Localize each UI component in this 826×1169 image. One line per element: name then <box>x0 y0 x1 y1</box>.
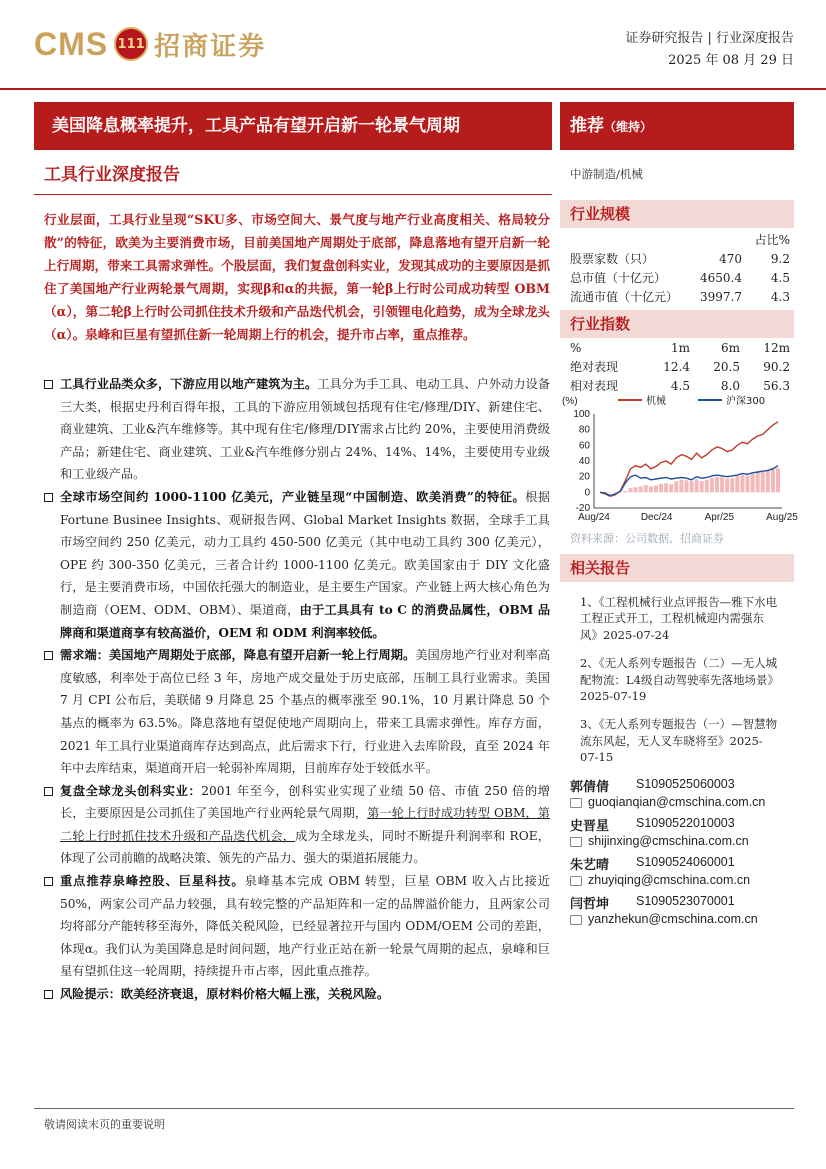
analyst <box>570 893 790 932</box>
key-point: 工具行业品类众多，下游应用以地产建筑为主。工具分为手工具、电动工具、户外动力设备三大类，根据史丹利百得年报，工具的下游应用领域包括现有住宅/修理/DIY、新建住宅、商业建筑、工业&汽车维修等。其中现有住宅/修理/DIY需求占比约 20%，主要使用消费级产品；新建住宅、商业建筑、工业&汽车维修分别占 24%、14%、14%，主要使用专业级和工业级产品。 <box>44 373 550 486</box>
rating-label: 推荐 <box>570 116 604 136</box>
key-point: 需求端：美国地产周期处于底部，降息有望开启新一轮上行周期。美国房地产行业对利率高度敏感，利率处于高位已经 3 年，房地产成交量处于历史底部，压制工具行业需求。美国 7 月 CPI 公布后，美联储 9 月降息 25 个基点的概率涨至 90.1%，10 月累计降息 50 个基点的概率为 63.5%。降息落地有望促使地产周期向上，带来工具需求弹性。库存方面，2021 年工具行业渠道商库存达到高点，此后需求下行，行业进入去库阶段，直至 2024 年年中去库结束，渠道商开启一轮弱补库周期，目前库存处于较低水平。 <box>44 644 550 780</box>
checkbox-bullet-icon <box>44 787 53 796</box>
excess-bar <box>684 480 688 492</box>
sector-label: 中游制造/机械 <box>570 167 643 181</box>
analyst-email[interactable]: shijinxing@cmschina.com.cn <box>588 834 749 848</box>
mail-icon <box>570 915 582 925</box>
logo-text-cn: 招商证券 <box>154 31 267 62</box>
excess-bar <box>720 477 724 492</box>
table-row: 总市值（十亿元） 4650.4 4.5 <box>570 270 790 285</box>
y-tick-label: 60 <box>578 440 590 452</box>
y-tick-label: 20 <box>578 471 590 483</box>
table-row: 流通市值（十亿元） 3997.7 4.3 <box>570 289 790 304</box>
checkbox-bullet-icon <box>44 380 53 389</box>
analyst-name: 闫哲坤 <box>570 897 610 912</box>
analyst <box>570 776 790 815</box>
excess-bar <box>654 485 658 492</box>
analyst-list <box>570 776 790 932</box>
excess-bar <box>776 468 780 492</box>
checkbox-bullet-icon <box>44 651 53 660</box>
footer-note: 敬请阅读末页的重要说明 <box>44 1118 165 1131</box>
x-tick-label: Aug/25 <box>766 512 798 523</box>
table-row: 绝对表现 12.4 20.5 90.2 <box>570 359 790 374</box>
excess-bar <box>730 478 734 492</box>
key-point: 复盘全球龙头创科实业：2001 年至今，创科实业实现了业绩 50 倍、市值 250 倍的增长，主要原因是公司抓住了美国地产行业两轮景气周期，第一轮上行时成功转型 OBM，第二轮上行时抓住技术升级和产品迭代机会，成为全球龙头，同时不断提升利润率和 ROE，体现了公司前瞻的战略决策、领先的产品力、强大的渠道拓展能力。 <box>44 780 550 870</box>
mail-icon <box>570 837 582 847</box>
excess-bar <box>771 468 775 492</box>
analyst-name: 朱艺晴 <box>570 858 610 873</box>
checkbox-bullet-icon <box>44 493 53 502</box>
excess-bar <box>679 480 683 492</box>
excess-bar <box>629 488 633 492</box>
key-point: 全球市场空间约 1000-1100 亿美元，产业链呈现“中国制造、欧美消费”的特征。根据 Fortune Businee Insights、观研报告网、Global Market Insights 数据，全球手工具市场空间约 250 亿美元，动力工具约 450-500 亿美元（其中电动工具约 300 亿美元），OPE 约 300-350 亿美元，三者合计约 1000-1100 亿美元。欧美国家由于 DIY 文化盛行，是主要消费市场，中国依托强大的制造业，是主要生产国家。产业链上两大核心角色为制造商（OEM、ODM、OBM）、渠道商，由于工具具有 to C 的消费品属性，OBM 品牌商和渠道商享有较高溢价，OEM 和 ODM 利润率较低。 <box>44 486 550 644</box>
y-tick-label: 40 <box>578 456 590 467</box>
chart-source: 资料来源：公司数据、招商证券 <box>570 532 724 545</box>
excess-bar <box>740 475 744 492</box>
subtitle-divider <box>34 194 552 195</box>
analyst-email[interactable]: yanzhekun@cmschina.com.cn <box>588 912 758 926</box>
header-meta <box>625 28 794 72</box>
excess-bar <box>710 478 714 492</box>
excess-bar <box>634 487 638 492</box>
footer-divider <box>34 1108 794 1109</box>
excess-bar <box>705 480 709 492</box>
scale-table <box>570 230 790 306</box>
analyst-email[interactable]: zhuyiqing@cmschina.com.cn <box>588 873 751 887</box>
excess-bar <box>674 481 678 492</box>
excess-bar <box>664 483 668 492</box>
key-point: 风险提示：欧美经济衰退，原材料价格大幅上涨，关税风险。 <box>44 983 550 1006</box>
analyst <box>570 815 790 854</box>
excess-bar <box>649 486 653 492</box>
excess-bar <box>746 476 750 493</box>
index-table <box>570 338 790 395</box>
report-date: 2025 年 08 月 29 日 <box>668 53 794 68</box>
pct-header: 占比% <box>754 233 790 247</box>
analyst-name: 郭倩倩 <box>570 780 610 795</box>
table-row: 股票家数（只） 470 9.2 <box>570 251 790 266</box>
abstract: 行业层面，工具行业呈现“SKU多、市场空间大、景气度与地产行业高度相关、格局较分散”的特征，欧美为主要消费市场，目前美国地产周期处于底部，降息落地有望开启新一轮上行周期，带来工具需求弹性。个股层面，我们复盘创科实业，发现其成功的主要原因是抓住了美国地产行业两轮景气周期，实现β和α的共振，第一轮β上行时公司成功转型 OBM（α），第二轮β上行时公司抓住技术升级和产品迭代机会，引领锂电化趋势，成为全球龙头（α）。泉峰和巨星有望抓住新一轮周期上行的机会，提升市占率，重点推荐。 <box>44 212 550 342</box>
excess-bar <box>659 484 663 493</box>
related-report-item[interactable]: 2、《无人系列专题报告（二）—无人城配物流：L4级自动驾驶率先落地场景》2025-07-19 <box>580 656 779 704</box>
report-title: 美国降息概率提升，工具产品有望开启新一轮景气周期 <box>34 102 552 150</box>
x-tick-label: Dec/24 <box>640 512 673 523</box>
excess-bar <box>735 476 739 492</box>
header-divider <box>0 88 826 90</box>
table-row: 相对表现 4.5 8.0 56.3 <box>570 378 790 393</box>
logo-badge-icon: 111 <box>114 27 148 61</box>
table-header: % 1m 6m 12m <box>570 340 790 355</box>
related-report-item[interactable]: 3、《无人系列专题报告（一）—智慧物流东风起，无人叉车晓将至》2025-07-15 <box>580 717 778 765</box>
report-subtitle: 工具行业深度报告 <box>44 165 180 185</box>
analyst-id: S1090525060003 <box>636 777 735 791</box>
x-tick-label: Aug/24 <box>578 512 610 523</box>
legend-label: 机械 <box>646 396 666 407</box>
logo-text-en: CMS <box>34 25 109 62</box>
key-points <box>44 373 550 1006</box>
excess-bar <box>669 484 673 492</box>
analyst <box>570 854 790 893</box>
analyst-id: S1090522010003 <box>636 816 735 830</box>
excess-bar <box>639 486 643 492</box>
excess-bar <box>766 470 770 492</box>
y-tick-label: 0 <box>584 487 590 499</box>
excess-bar <box>761 472 765 492</box>
mail-icon <box>570 876 582 886</box>
logo <box>34 24 266 64</box>
excess-bar <box>715 477 719 493</box>
key-point: 重点推荐泉峰控股、巨星科技。泉峰基本完成 OBM 转型，巨星 OBM 收入占比接近 50%，两家公司产品力较强，具有较完整的产品矩阵和一定的品牌溢价能力，且两家公司均将部分产能转移至海外，降低关税风险，已经显著拉开与国内 ODM/OEM 公司的差距，体现α。我们认为美国降息是时间问题，地产行业正站在新一轮景气周期的起点，泉峰和巨星有望抓住这一轮周期，持续提升市占率，因此重点推荐。 <box>44 870 550 983</box>
index-heading: 行业指数 <box>560 310 794 338</box>
rating-note: （维持） <box>604 120 653 134</box>
checkbox-bullet-icon <box>44 990 53 999</box>
excess-bar <box>725 479 729 493</box>
x-tick-label: Apr/25 <box>704 512 735 523</box>
analyst-name: 史晋星 <box>570 819 610 834</box>
excess-bar <box>644 485 648 492</box>
y-axis-label: (%) <box>562 396 578 407</box>
excess-bar <box>623 491 627 492</box>
excess-bar <box>690 481 694 492</box>
excess-bar <box>695 479 699 492</box>
rating-badge <box>560 102 794 150</box>
analyst-id: S1090523070001 <box>636 894 735 908</box>
analyst-email[interactable]: guoqianqian@cmschina.com.cn <box>588 795 766 809</box>
related-reports <box>580 594 780 778</box>
excess-bar <box>700 481 704 492</box>
excess-bar <box>756 473 760 493</box>
y-tick-label: 100 <box>573 409 590 420</box>
related-heading: 相关报告 <box>560 554 794 582</box>
legend-label: 沪深300 <box>726 396 766 407</box>
index-chart <box>560 392 798 530</box>
checkbox-bullet-icon <box>44 877 53 886</box>
report-type: 证券研究报告 | 行业深度报告 <box>625 31 794 46</box>
mail-icon <box>570 798 582 808</box>
excess-bar <box>751 474 755 493</box>
analyst-id: S1090524060001 <box>636 855 735 869</box>
related-report-item[interactable]: 1、《工程机械行业点评报告—雅下水电工程正式开工，工程机械迎内需强东风》2025-07-24 <box>580 595 778 642</box>
y-tick-label: 80 <box>578 424 590 436</box>
y-tick-label: -20 <box>575 503 590 514</box>
scale-heading: 行业规模 <box>560 200 794 228</box>
